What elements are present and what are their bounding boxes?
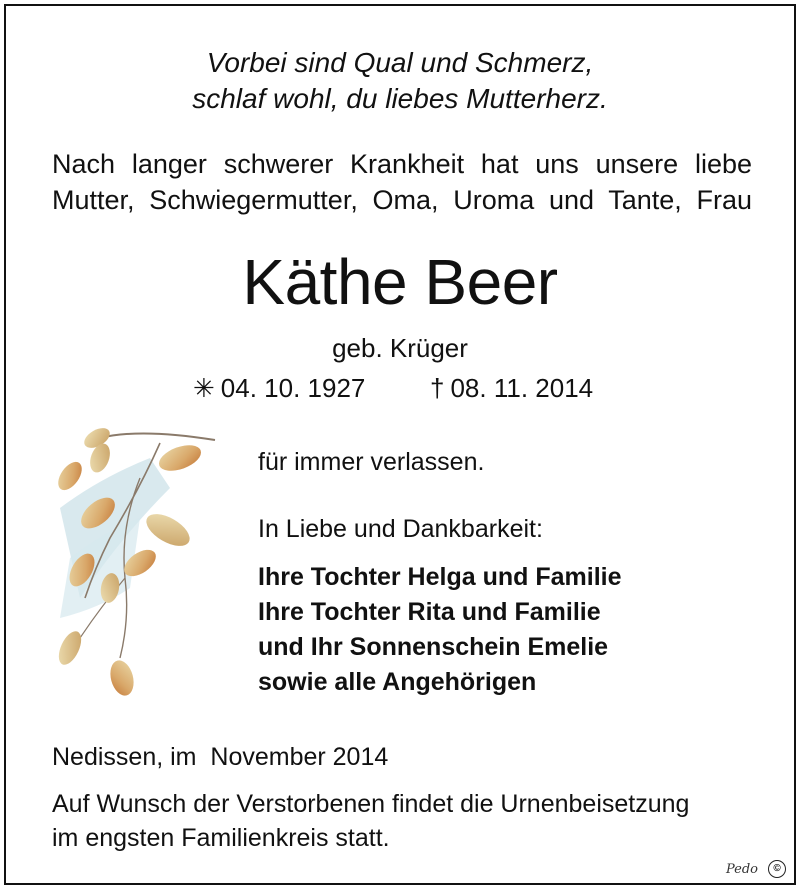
birth-date-value: 04. 10. 1927 [220,373,366,403]
wish-line-2: im engsten Familienkreis statt. [52,824,390,852]
death-date-value: 08. 11. 2014 [450,373,594,403]
signer-2: Ihre Tochter Rita und Familie [258,598,601,626]
intro-line-1: Nach langer schwerer Krankheit hat uns unsere liebe [52,149,752,179]
signers-list [258,560,622,700]
signer-1: Ihre Tochter Helga und Familie [258,563,622,591]
poem-line-2: schlaf wohl, du liebes Mutterherz. [192,83,608,114]
signer-4: sowie alle Angehörigen [258,668,537,696]
designer-credit: Pedo [725,862,758,877]
death-date [430,370,593,406]
birth-date [193,370,365,406]
maiden-name: geb. Krüger [332,333,468,363]
intro-line-2: Mutter, Schwiegermutter, Oma, Uroma und Tante, Frau [52,185,752,215]
cross-icon: † [430,373,445,403]
wish-line-1: Auf Wunsch der Verstorbenen findet die Urnenbeisetzung [52,790,690,818]
signer-3: und Ihr Sonnenschein Emelie [258,633,609,661]
deceased-name: Käthe Beer [242,246,558,318]
poem-line-1: Vorbei sind Qual und Schmerz, [206,47,594,78]
autumn-leaves-branch-icon [40,418,230,718]
copyright-icon: © [768,860,786,878]
star-icon: ✳ [193,373,215,403]
burial-wish [52,787,689,855]
forever-text: für immer verlassen. [258,448,485,476]
intro-text [52,146,752,218]
place-date: Nedissen, im November 2014 [52,743,389,771]
poem [0,45,800,117]
thanks-text: In Liebe und Dankbarkeit: [258,515,543,543]
